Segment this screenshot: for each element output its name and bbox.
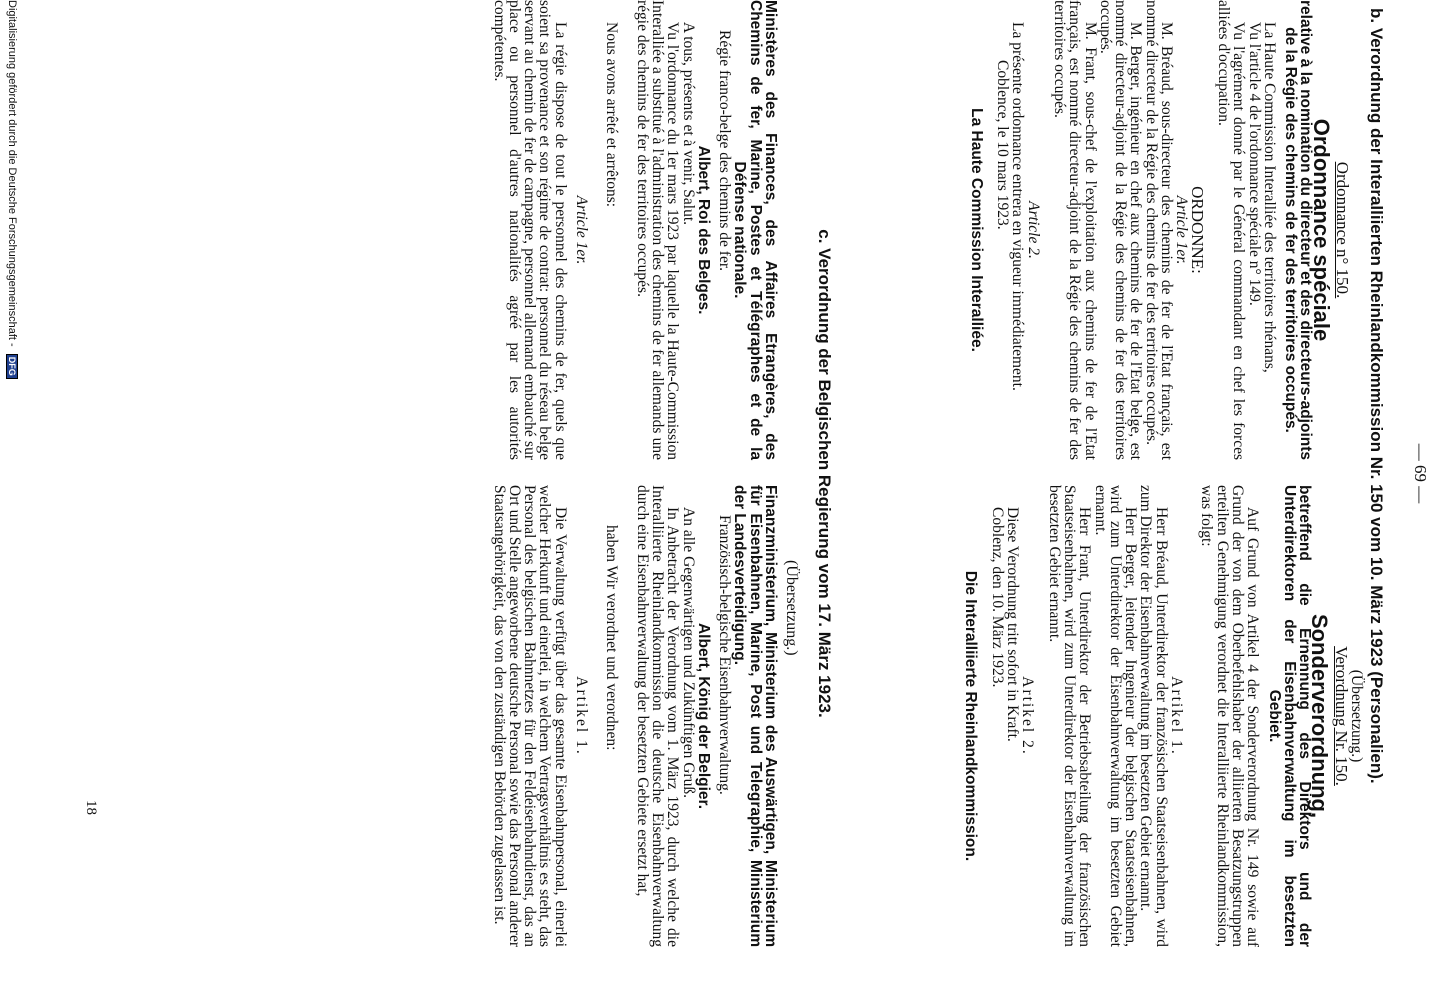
fr-c-king: Albert, Roi des Belges. [694,145,712,315]
de-c-king: Albert, König der Belgier. [694,622,712,810]
de-b-intro: Auf Grund von Artikel 4 der Sonderverordnung Nr. 149 sowie auf Grund der von dem Oberbefehlshaber der alliierten Besatzungstruppen erteilten Genehmigung verordnet die Interalliierte Rheinlandkommission, was folgt: [1198,485,1262,947]
german-column-c [491,485,778,947]
de-c-verordnet: haben Wir verordnet und verordnen: [603,525,621,751]
section-c-uebersetzung: (Übersetzung.) [783,560,800,656]
fr-c-article-1-title: Article 1er. [573,195,591,265]
fr-b-article-1-frant: M. Frant, sous-chef de l'exploitation aux chemins de fer de l'Etat français, est nommé directeur-adjoint de la Régie des chemins de fer des territoires occupés. [1050,0,1099,460]
de-c-in-anbetracht: In Anbetracht der Verordnung vom 1. März 1923, durch welche die Interalliierte Rheinlandkommission die deutsche Eisenbahnverwaltung durch eine Eisenbahnverwaltung der besetzten Gebiete ersetzt hat, [633,485,682,947]
fr-b-date: Coblence, le 10 mars 1923. [994,60,1012,230]
de-c-artikel-1-title: Artikel 1. [573,676,591,756]
german-column-b [962,485,1365,947]
de-c-artikel-1-text: Die Verwaltung verfügt über das gesamte Eisenbahnpersonal, einerlei welcher Herkunft und einerlei, in welchem Vertragsverhältnis es steht, das Personal des belgischen Bahnnetzes für den Feldeisenbahndienst, das an Ort und Stelle angeworbene deutsche Personal sowie das Personal anderer Staatsangehörigkeit, das von den zuständigen Behörden zugelassen ist. [490,485,569,947]
ordonne-heading: ORDONNE: [1187,186,1207,274]
fr-b-article-1-breaud: M. Bréaud, sous-directeur des chemins de fer de l'Etat français, est nommé directeur de la Régie des chemins de fer des territoires occupés. [1142,0,1176,460]
digitization-footer [6,0,18,1000]
de-c-verwaltung: Französisch-belgische Eisenbahnverwaltung. [716,515,734,795]
page-number: — 69 — [1411,443,1430,504]
ordonnance-number: Ordonnance n° 150. [1333,161,1352,299]
de-b-artikel-2-text: Diese Verordnung tritt sofort in Kraft. [1004,507,1022,742]
fr-b-intro: La Haute Commission Interalliée des territoires rhénans, [1260,22,1278,373]
sonderverordnung-title: Sonderverordnung, [1307,613,1333,819]
fr-c-vu: Vu l'ordonnance du 1er mars 1923 par laquelle la Haute-Commission Interalliée a substitué à l'administration des chemins de fer allemands une régie des chemins de fer des territoires occupés. [633,0,682,460]
de-b-signature: Die Interalliierte Rheinlandkommission. [962,570,980,862]
fr-b-article-1-title: Article 1er. [1173,195,1191,265]
french-column-c [491,0,778,460]
folio-number: 18 [83,800,99,815]
fr-c-salut: A tous, présents et à venir, Salut. [679,22,697,225]
de-b-artikel-2-title: Artikel 2. [1019,676,1037,756]
dfg-logo: DFG [6,354,18,379]
de-c-ministerien: Finanzministerium, Ministerium des Auswärtigen, Ministerium für Eisenbahnen, Marine, Post und Telegraphie, Ministerium der Landesverteidigung. [731,485,779,947]
fr-b-article-2-title: Article 2. [1024,201,1042,259]
de-b-artikel-1-breaud: Herr Bréaud, Unterdirektor der französischen Staatseisenbahnen, wird zum Direktor der Eisenbahnverwaltung im besetzten Gebiet ernannt. [1137,485,1170,947]
fr-c-arrete: Nous avons arrêté et arrêtons: [603,22,621,208]
de-b-uebersetzung: (Übersetzung.) [1348,669,1365,763]
section-b-heading: b. Verordnung der Interalliierten Rheinlandkommission Nr. 150 vom 10. März 1923 (Personalien). [1367,8,1386,784]
fr-b-vu-article: Vu l'article 4 de l'ordonnance spéciale n° 149. [1245,22,1263,306]
fr-b-article-1-berger: M. Berger, ingénieur en chef aux chemins de fer de l'Etat belge, est nommé directeur-adjoint de la Régie des chemins de fer des territoires occupés. [1096,0,1145,460]
fr-b-vu-agrement: Vu l'agrément donné par le Général commandant en chef les forces alliées d'occupation. [1214,0,1248,460]
de-b-artikel-1-frant: Herr Frant, Unterdirektor der Betriebsabteilung der französischen Staatseisenbahnen, wird zum Unterdirektor der Eisenbahnverwaltung im besetzten Gebiet ernannt. [1045,485,1094,947]
ordonnance-subtitle: relative à la nomination du directeur et des directeurs-adjoints de la Régie des chemins de fer des territoires occupés. [1282,0,1315,460]
verordnung-number: Verordnung Nr. 150. [1331,646,1351,786]
fr-c-article-1-text: La régie dispose de tout le personnel des chemins de fer, quels que soient sa provenance et son régime de contrat: personnel du réseau belge servant au chemin de fer de campagne, personnel allemand embauché sur place ou personnel d'autres nationalités agréé par les autorités compétentes. [490,0,569,460]
de-b-artikel-1-berger: Herr Berger, leitender Ingenieur der belgischen Staatseisenbahnen, wird zum Unterdirektor der Eisenbahnverwaltung im besetzten Gebiet ernannt. [1091,485,1140,947]
de-c-gruss: An alle Gegenwärtigen und Zukünftigen Gruß. [679,507,697,798]
section-c-heading: c. Verordnung der Belgischen Regierung vom 17. März 1923. [815,229,834,718]
fr-c-regie: Régie franco-belge des chemins de fer. [716,30,734,272]
ordonnance-title: Ordonnance spéciale [1308,118,1334,342]
french-column-b [968,0,1350,460]
footer-text: Digitalisierung gefördert durch die Deutsche Forschungsgemeinschaft - [6,0,18,347]
fr-b-signature: La Haute Commission Interalliée. [967,108,985,352]
de-b-artikel-1-title: Artikel 1. [1168,676,1186,756]
sonderverordnung-subtitle: betreffend die Ernennung des Direktors und der Unterdirektoren der Eisenbahnverwaltung im besetzten Gebiet. [1265,485,1314,947]
de-b-date: Coblenz, den 10. März 1923. [988,507,1006,688]
fr-c-ministeres: Ministères des Finances, des Affaires Etrangères, des Chemins de fer, Marine, Postes et Télégraphes et de la Défense nationale. [731,0,779,460]
fr-b-article-2-text: La présente ordonnance entrera en vigueur immédiatement. [1009,22,1027,391]
